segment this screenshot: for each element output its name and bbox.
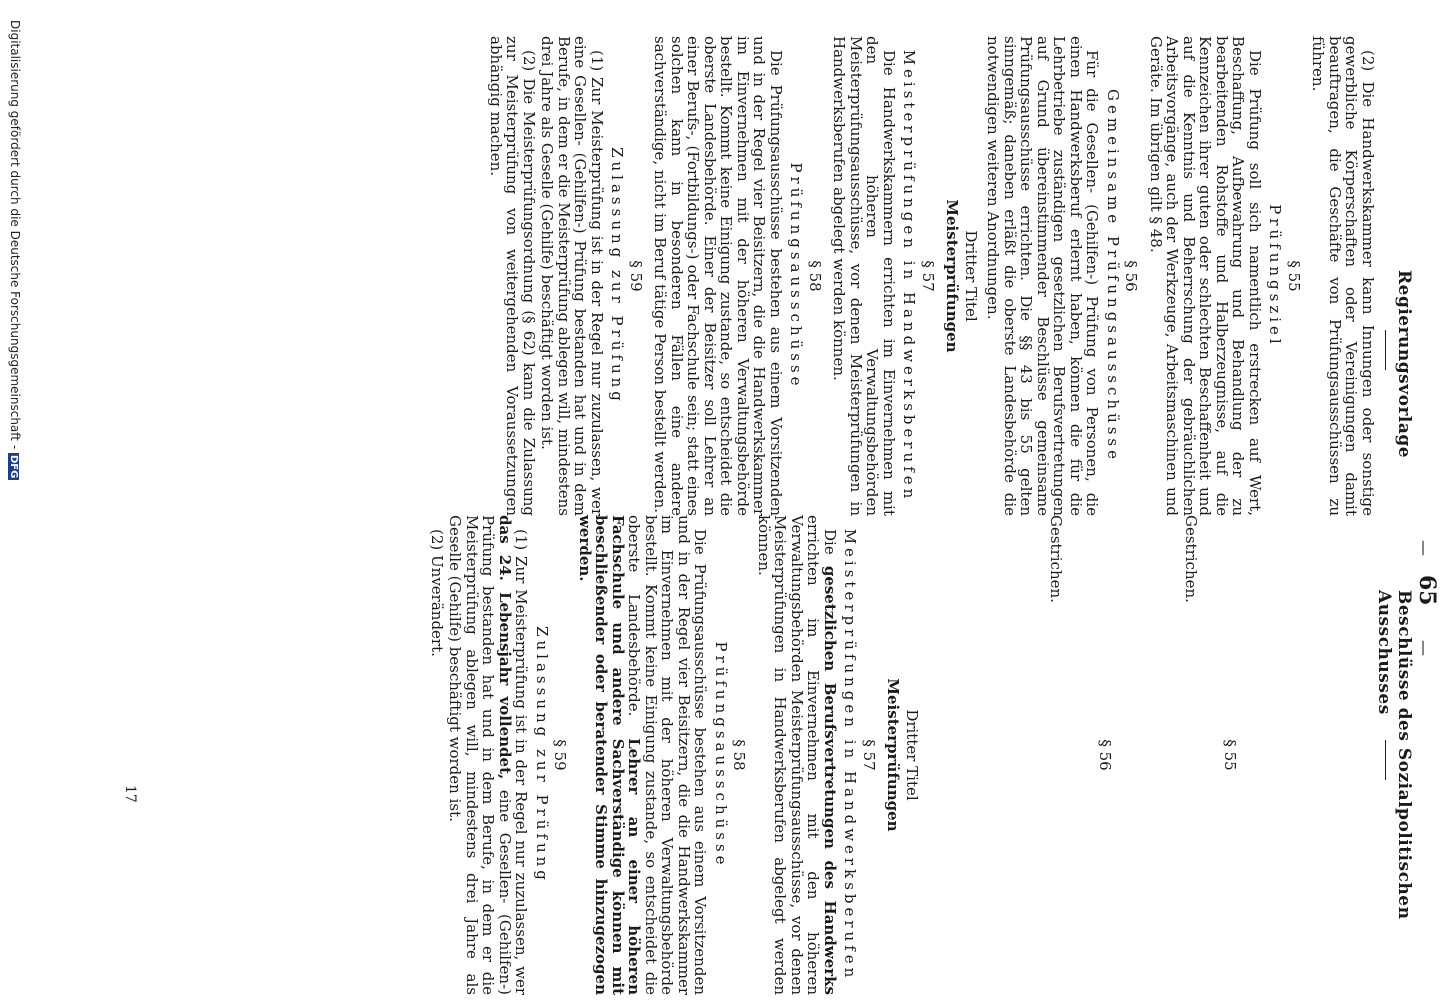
left-s58-title: Prüfungsausschüsse <box>787 162 806 390</box>
left-s59-title: Zulassung zur Prüfung <box>608 147 627 405</box>
page-number: 65 <box>1414 575 1440 606</box>
right-s59-paragraph-2: (2) Unverändert. <box>428 529 446 657</box>
left-s56-title: Gemeinsame Prüfungsausschüsse <box>1104 88 1122 464</box>
right-s57-number: § 57 <box>860 739 878 771</box>
left-s58-text: Die Prüfungsausschüsse bestehen aus einem Vorsitzenden und in der Regel vier Beisitzern, die die Handwerkskammer im Einvernehmen mit der höheren Verwaltungsbehörde bestellt. Kommt keine Einigung zustande, so entscheidet die oberste Landesbehörde. Einer der Beisitzer soll Lehrer an einer Berufs-, (Fortbildungs-) oder Fachschule sein; statt eines solchen kann in besonderen Fällen eine andere sachverständige, nicht im Beruf tätige Person bestellt werden. <box>651 36 785 516</box>
header-dash-left: — <box>1415 540 1434 556</box>
left-meisterpruefungen-heading: Meisterprüfungen <box>943 199 962 353</box>
digitization-footer <box>8 20 22 480</box>
right-heading-rule <box>1385 740 1386 780</box>
right-s58-title: Prüfungsausschüsse <box>712 641 730 869</box>
left-s59-paragraph-1: (1) Zur Meisterprüfung ist in der Regel nur zuzulassen, wer eine Gesellen- (Gehilfen-) Prüfung bestanden hat und in dem Berufe, in dem er die Meisterprüfung ablegen will, mindestens drei Jahre als Geselle (Gehilfe) beschäftigt worden ist. <box>538 36 606 516</box>
left-s55-number: § 55 <box>1285 260 1303 292</box>
right-s59-p1-part-a: (1) Zur Meisterprüfung ist in der Regel nur zuzulassen, wer <box>512 529 531 995</box>
left-s57-number: § 57 <box>919 260 937 292</box>
right-s57-text-bold: gesetzlichen Berufsvertretungen des Handwerks <box>821 565 839 996</box>
right-s56-number: § 56 <box>1096 739 1114 771</box>
left-s57-title: Meisterprüfungen in Handwerksberufen <box>900 49 919 503</box>
right-s59-number: § 59 <box>551 739 570 771</box>
digitization-note: Digitalisierung gefördert durch die Deutsche Forschungsgemeinschaft - <box>8 20 22 450</box>
right-dritter-titel: Dritter Titel <box>903 709 921 801</box>
right-s59-title: Zulassung zur Prüfung <box>533 626 551 884</box>
right-s58-text <box>577 515 709 995</box>
right-s58-text-part-a: Die Prüfungsausschüsse bestehen aus einem Vorsitzenden und in der Regel vier Beisitzern, die die Handwerkskammer im Einvernehmen mit der höheren Verwaltungsbehörde bestellt. Kommt keine Einigung zustande, so entscheidet die oberste Landesbehörde. <box>625 515 710 995</box>
left-s58-number: § 58 <box>806 260 824 292</box>
left-s55-text: Die Prüfung soll sich namentlich erstrecken auf Wert, Beschaffung, Aufbewahrung und Behandlung der zu bearbeitenden Rohstoffe und Halberzeugnisse, auf die Kennzeichen ihrer guten oder schlechten Beschaffenheit und auf die Kenntnis und Beherrschung der gebräuchlichen Arbeitsvorgänge, auch der Werkzeuge, Arbeitsmaschinen und Geräte. Im übrigen gilt § 48. <box>1147 36 1264 516</box>
right-s57-title: Meisterprüfungen in Handwerksberufen <box>841 528 860 982</box>
right-s55-number: § 55 <box>1221 739 1239 771</box>
dfg-logo-badge: DFG <box>8 454 19 479</box>
right-s59-paragraph-1 <box>447 515 530 995</box>
left-s56-number: § 56 <box>1122 260 1141 292</box>
header-dash-right: — <box>1415 640 1434 656</box>
left-heading-rule <box>1385 330 1386 370</box>
left-s55-title: Prüfungsziel <box>1266 204 1285 348</box>
right-column <box>427 515 1377 995</box>
left-dritter-titel: Dritter Titel <box>962 230 980 322</box>
right-s59-p1-bold: das 24. Lebensjahr vollendet, <box>496 515 514 780</box>
right-s58-text-bold: Lehrer an einer höheren Fachschule und andere Sachverständige können mit beschließender oder beratender Stimme hinzugezogen werden. <box>576 515 644 995</box>
left-intro-paragraph: (2) Die Handwerkskammer kann Innungen oder sonstige gewerbliche Körperschaften oder Vereinigungen damit beauftragen, die Geschäfte von Prüfungsausschüssen zu führen. <box>1309 36 1377 516</box>
right-s59-p1-part-b: eine Gesellen- (Gehilfen-) Prüfung bestanden hat und in dem Berufe, in dem er die Meisterprüfung ablegen will, mindestens drei Jahre als Geselle (Gehilfe) beschäftigt worden ist. <box>446 515 514 995</box>
right-column-heading: Beschlüsse des Sozialpolitischen Ausschusses <box>1374 590 1414 920</box>
left-column <box>486 36 1377 516</box>
right-s58-number: § 58 <box>730 739 749 771</box>
left-s59-paragraph-2: (2) Die Meisterprüfungsordnung (§ 62) kann die Zulassung zur Meisterprüfung von weitergehenden Voraussetzungen abhängig machen. <box>487 36 538 516</box>
left-s59-number: § 59 <box>627 260 645 292</box>
right-meisterpruefungen-heading: Meisterprüfungen <box>884 678 903 832</box>
right-s56-text: Gestrichen. <box>1047 515 1066 603</box>
right-s55-text: Gestrichen. <box>1182 515 1201 603</box>
left-s57-text: Die Handwerkskammern errichten im Einvernehmen mit den höheren Verwaltungsbehörden Meisterprüfungsausschüsse, vor denen Meisterprüfungen in Handwerksberufen abgelegt werden können. <box>830 36 898 516</box>
left-s56-text: Für die Gesellen- (Gehilfen-) Prüfung von Personen, die einen Handwerksberuf erlernt haben, können die für die Lehrbetriebe zuständigen gesetzlichen Berufsvertretungen auf Grund übereinstimmender Beschlüsse gemeinsame Prüfungsausschüsse errichten. Die §§ 43 bis 55 gelten sinngemäß; daneben erläßt die oberste Landesbehörde die notwendigen weiteren Anordnungen. <box>984 36 1102 516</box>
right-s57-text-part-b: errichten im Einvernehmen mit den höheren Verwaltungsbehörden Meisterprüfungsausschüsse, vor denen Meisterprüfungen in Handwerksberufen abgelegt werden können. <box>755 515 823 995</box>
sheet-number: 17 <box>122 785 138 803</box>
left-column-heading: Regierungsvorlage <box>1394 270 1414 459</box>
right-s57-text-part-a: Die <box>821 529 839 566</box>
right-s57-text <box>756 515 839 995</box>
